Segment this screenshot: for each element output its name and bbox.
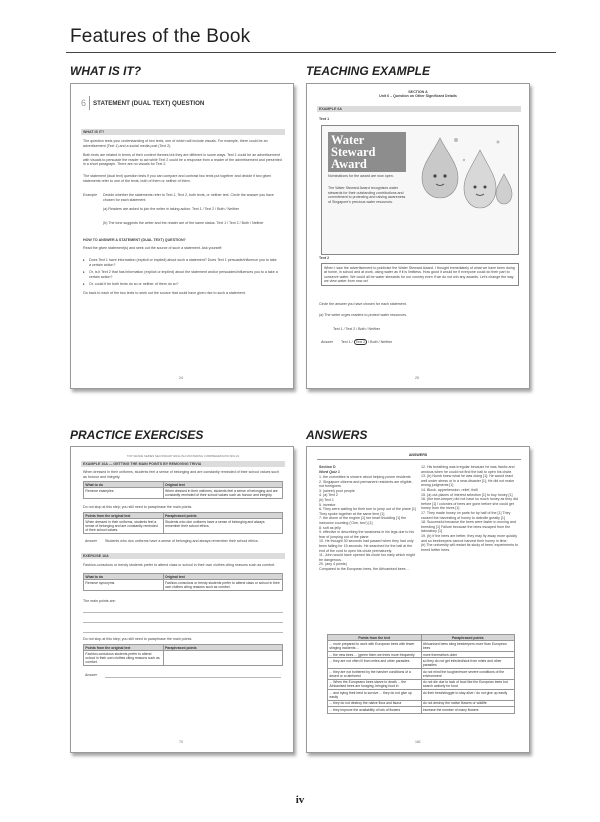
bullet-3: Or, could it be both texts do so or neither of them do so? (89, 282, 179, 286)
answers-left-column: 1. the committee is sincere about helping povne residents 2. Singapore citizens and permanent residents are eligible, not foreigners 3. (sweet) poor people 4. (a) Text 2 (b) Text 1 5. investor 6. They were waiting for their turn to jump out of the plane [1] They spoke together at the same time [1] 7. the drone of the engine [1] her heart thudding [1] the instructor counting ('One, two') [1] 8. soft as jelly 9. effective in describing the weakness in his legs due to his fear of jumping out of the plane 10. He thought 30 seconds had passed when they had only been falling for 15 seconds. He searched for the ball at the end of the cord to open his chute prematurely. 11. John would have opened his chute too early which might be dangerous. 20. (any 4 points) Compared to the European bees, the Africanised bees ... (319, 475, 416, 571)
how-outro: Go back to each of the two texts to seek out the source that could have given rise to such a statement. (83, 291, 246, 295)
answers-table: Points from the text Paraphrased points ... more prepared to work with European bees with fewer stinging incidents ... Africanised bees sting beekeepers more than European bees ... the new bees ... (green them we trees more frequently more themselves older ... they are not often ill from mites and other parasites so they do not get infected/sick from mites and other parasites ... they are not bothered by the harsher conditions of a desert or a rainforest do not mind the tougher/more severe conditions of the environment ... When the Europeans bees starve to death ... the Africanised bees are foraging, bringing food in do not die due to lack of food like the European bees but search actively for food ... and trying their best to survive ... they do not give up easily do their best/struggle to stay alive / do not give up easily ... they do not destroy the native flora and fauna do not destroy the native flowers or wildlife ... they improve the availability of lots of flowers increase the number of many flowers (327, 634, 515, 714)
exercise-label: EXERCISE 16A (83, 553, 109, 558)
page-number: 24 (179, 376, 183, 380)
answer-options: Text 1 / Text 2 / Both / Neither (341, 340, 393, 344)
para-1: When dressed in their uniforms, students feel a sense of belonging and are constantly reminded of their school values such as honour and integrity. (83, 470, 279, 479)
book-page-number: iv (295, 794, 305, 806)
page-thumb-practice-exercises (70, 446, 294, 753)
circle-instruction: Circle the answer you have chosen for each statement. (319, 302, 407, 306)
page-number: 70 (179, 740, 183, 744)
answers-right-column: 12. His breathing was irregular because he was frantic and anxious when he could not find the ball to open his chute. 13. (b) Numb knew what he was doing [1]; He would react well under stress or in a near-disaster [1]; He did not make wrong judgments [1] 14. Block, apprehension, relief, thrill 15. (a) out-places of interest selection [1] to buy honey [1] 16. (the bee-keeper) did not have so much honey as they did before [1] / colonies of bees are gone before she could get honey from the hives [1] 17. They made honey on parts for by half of the [1] They caused the harvesting of honey to dwindle greatly [1] 18. Successful because the bees were faster in moving and breeding [1] Failure because the bees escaped from the laboratory [1] 19. (b) If the bees are better, they may fly away more quickly and so beekeepers cannot harvest their honey in time. (b) The university will restart its study of bees' experiments to breed better bees. (421, 465, 519, 552)
main-points-label: The main points are: (83, 599, 116, 603)
example-a: (a) Readers are asked to join the writer in taking action. Text 1 / Text 2 / Both / Neither (103, 207, 240, 211)
section-label: SECTION A (408, 90, 428, 94)
title-rule (66, 52, 556, 53)
award-nominations: Nominations for the award are now open. (328, 174, 394, 178)
section-heading-practice-exercises: PRACTICE EXERCISES (70, 428, 204, 442)
award-description: The Water Steward Award recognises water stewards for their outstanding contributions and commitment to protecting and raising awareness of Singapore's precious water resources. (328, 186, 406, 204)
heading-how: HOW TO ANSWER A STATEMENT (DUAL TEXT) QUESTION? (83, 238, 186, 242)
example-label: EXAMPLE 16A — GETTING THE MAIN POINTS BY REMOVING TRIVIA (83, 461, 202, 466)
chapter-number: 6 (81, 98, 87, 108)
example-text: Decide whether the statements refer to Text 1, Text 2, both texts, or neither text. Circle the answer you have chosen for each statement. (103, 193, 274, 202)
chapter-divider (89, 96, 90, 110)
answers-header: ANSWERS (408, 453, 428, 457)
section-d: Section D (319, 465, 336, 469)
question-a: (a) The writer urges readers to protect water resources. (319, 313, 408, 317)
page-thumb-teaching-example (306, 83, 530, 389)
page-thumb-answers (306, 446, 530, 753)
para-1: The question tests your understanding of two texts, one of which will include visuals. For example, there could be an advertisement (Text 1) and a social media post (Text 2). (83, 139, 268, 148)
para-2: Both texts are related in terms of their content themes but they are different in some ways. Text 1 could be an advertisement with visuals to persuade the reader to act while Text 2 could be a response from a reader of the advertisement and presented in a short paragraph. There are no visuals for Text 2. (83, 153, 282, 167)
unit-label: Unit 6 – Question on Other Significant Details (379, 94, 457, 98)
bullet-1: Does Text 1 have information (explicit or implied) about such a statement? Does Text 1 persuade/influence you to take a certain action? (89, 258, 277, 267)
award-title: Water Steward Award (328, 132, 406, 172)
para-2: Fashion-conscious or trendy students prefer to attend class or school in their own clothes citing reasons such as comfort. (83, 563, 276, 567)
table-3: What to do Original text Remove synonyms. Fashion-conscious or trendy students prefer to attend class or school in their own clothes citing reasons such as comfort. (83, 573, 283, 591)
section-heading-what-is-it: WHAT IS IT? (70, 64, 142, 78)
answer-label: Answer (321, 340, 333, 344)
how-intro: Read the given statement(s) and seek out the source of such a statement. Ask yourself: (83, 246, 223, 250)
page-thumb-what-is-it: 6 STATEMENT (DUAL TEXT) QUESTION WHAT IS IT? The question tests your understanding of two texts, one of which will include visuals. For example, there could be an advertisement (Text 1) and a social media post (Text 2). Both texts are related in terms of their content themes but they are different in some ways. Text 1 could be an advertisement with visuals to persuade the reader to act while Text 2 could be a response from a reader of the advertisement and presented in a short paragraph. There are no visuals for Text 2. The statement (dual text) question tests if you can compare and contrast two texts put together and decide if two given statements refer to one of the texts, both of them or neither of them. Example Decide whether the statements refer to Text 1, Text 2, both texts, or neither text. Circle the answer you have chosen for each statement. (a) Readers are asked to join the writer in taking action. Text 1 / Text 2 / Both / Neither (b) The tone suggests the writer and the reader are of the same status. Text 1 / Text 2 / Both / Neither HOW TO ANSWER A STATEMENT (DUAL TEXT) QUESTION? Read the given statement(s) and seek out the source of such a statement. Ask yourself: ▸ Does Text 1 have information (explicit or implied) about such a statement? Does Text 1 persuade/influence you to take a certain action? ▸ Or, is it Text 2 that has information (explicit or implied) about the statement and/or persuades/influences you to a take a certain action? ▸ Or, could it be both texts do so or neither of them do so? Go back to each of the two texts to seek out the source that could have given rise to such a statement. 24 (70, 83, 294, 389)
para-3: The statement (dual text) question tests if you can compare and contrast two texts put together and decide if two given statements refer to one of the texts, both of them or neither of them. (83, 174, 272, 183)
table-2: Points from the original text Paraphrased points When dressed in their uniforms, students feel a sense of belonging and are constantly reminded of their school values. Students who don uniforms have a sense of belonging and always remember their school ethics. (83, 512, 283, 534)
section-heading-answers: ANSWERS (306, 428, 368, 442)
text1-label: Text 1 (319, 117, 330, 121)
table-1: What to do Original text Remove examples. When dressed in their uniforms, students feel a sense of belonging and are constantly reminded of their school values such as honour and integrity. (83, 481, 283, 499)
answer-label: Answer (85, 539, 97, 543)
text2-label: Text 2 (319, 256, 330, 260)
page-number: 161 (415, 740, 421, 744)
text2-body: When I saw the advertisement to publicise the Water Steward Award, I thought immediately of what we have been doing at home, in school and at work, using water as if it is limitless. How good it would be if everyone could do their part to conserve water. We could all be water stewards for our country even if we do not win any awards. Let's change the way we view water from now on! (321, 263, 519, 286)
award-advert (321, 125, 519, 255)
word-quiz: Word Quiz 1 (319, 470, 340, 474)
water-droplet-illustration (410, 130, 516, 220)
example-label: EXAMPLE 6A (319, 106, 342, 111)
answer-circled: Text 2 (355, 340, 366, 344)
answer-text: Students who don uniforms have a sense of belonging and always remember their school ethics. (105, 539, 259, 543)
page-number: 25 (415, 376, 419, 380)
heading-what: WHAT IS IT? (83, 129, 105, 134)
chapter-title: STATEMENT (DUAL TEXT) QUESTION (93, 100, 205, 107)
section-heading-teaching-example: TEACHING EXAMPLE (306, 64, 431, 78)
example-label: Example (83, 193, 97, 197)
answer-label-2: Answer (85, 673, 97, 677)
table-4: Points from the original text Paraphrased points Fashion-conscious students prefer to attend school in their own clothes citing reasons such as comfort. (83, 644, 283, 666)
bullet-2: Or, is it Text 2 that has information (explicit or implied) about the statement and/or persuades/influences you to a take a certain action? (89, 270, 278, 279)
not-stop-note: Do not stop at this step; you still need to paraphrase the main points. (83, 505, 193, 509)
running-header: TOP GRADE SERIES SECONDARY ENGLISH MASTERING COMPREHENSION SKILLS (126, 454, 240, 458)
example-b: (b) The tone suggests the writer and the reader are of the same status. Text 1 / Text 2 / Both / Neither (103, 221, 264, 225)
question-a-options: Text 1 / Text 2 / Both / Neither (333, 327, 381, 331)
page-title: Features of the Book (70, 26, 251, 47)
not-stop-note-2: Do not stop at this step; you still need to paraphrase the main points. (83, 637, 193, 641)
